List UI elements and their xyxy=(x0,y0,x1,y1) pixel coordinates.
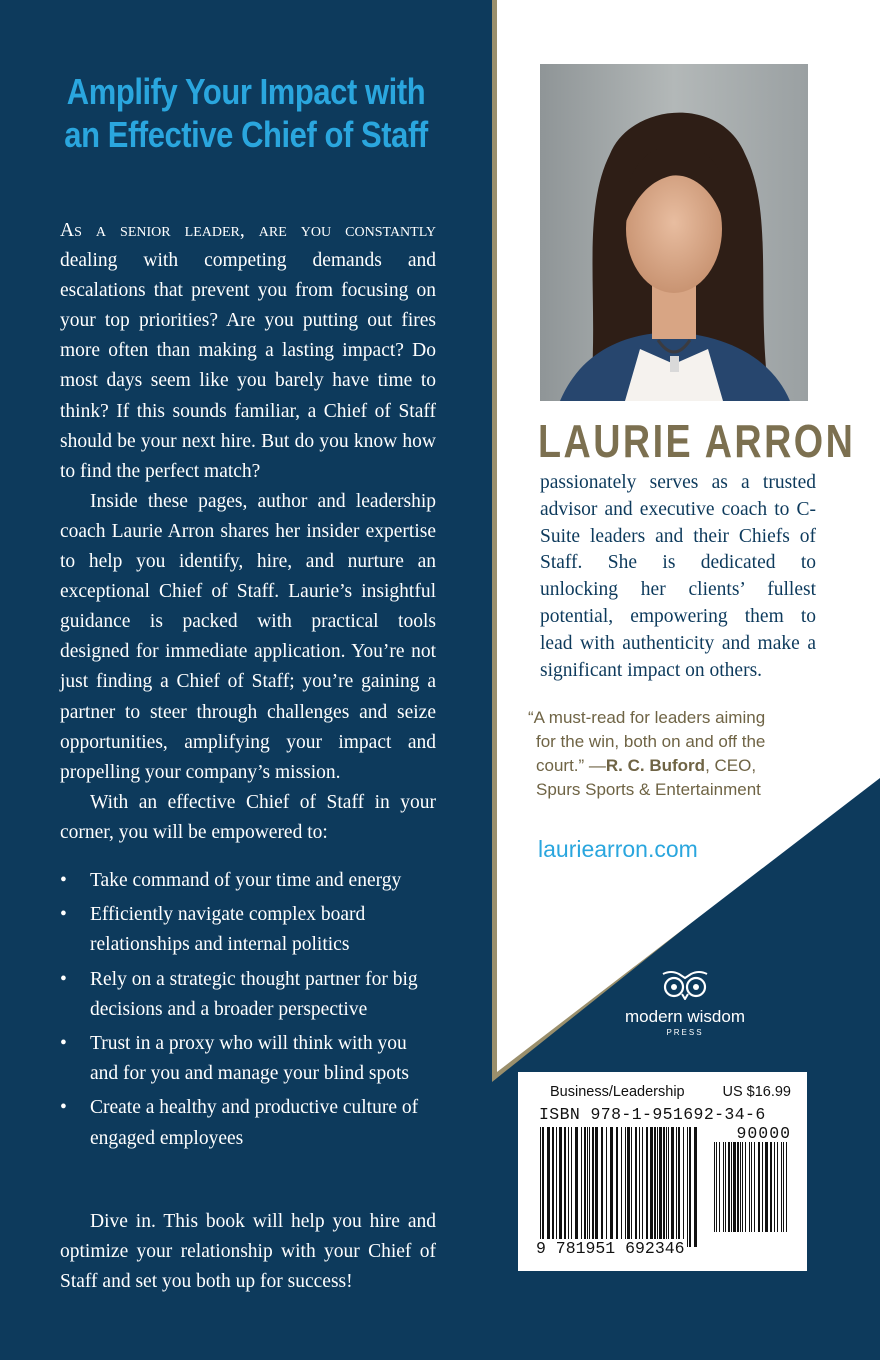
barcode-bar xyxy=(765,1142,768,1232)
barcode-bar xyxy=(650,1127,653,1247)
barcode-bar xyxy=(689,1127,691,1247)
barcode-bar xyxy=(552,1127,554,1247)
barcode-bar xyxy=(639,1127,640,1247)
barcode-bar xyxy=(714,1142,715,1232)
barcode-bar xyxy=(733,1142,736,1232)
barcode-bar xyxy=(587,1127,588,1247)
heading-line-2: an Effective Chief of Staff xyxy=(64,114,428,155)
barcode-bar xyxy=(716,1142,717,1232)
list-item-text: Trust in a proxy who will think with you and for you and manage your blind spots xyxy=(90,1033,409,1085)
quote-line-3-pre: court.” — xyxy=(536,756,606,775)
barcode-price: US $16.99 xyxy=(722,1084,791,1100)
list-item-text: Create a healthy and productive culture of engaged employees xyxy=(90,1097,419,1149)
barcode-bar xyxy=(616,1127,618,1247)
barcode-bar xyxy=(610,1127,613,1247)
barcode-bar xyxy=(678,1127,680,1247)
barcode-panel xyxy=(518,1072,807,1271)
barcode-bar xyxy=(719,1142,720,1232)
barcode-bar xyxy=(581,1127,582,1247)
barcode-isbn: ISBN 978-1-951692-34-6 xyxy=(539,1105,766,1124)
barcode-bar xyxy=(663,1127,665,1247)
heading-line-1: Amplify Your Impact with xyxy=(66,71,426,112)
bullet-icon: • xyxy=(60,904,67,926)
list-item-text: Efficiently navigate complex board relationships and internal politics xyxy=(90,904,366,956)
barcode-bar xyxy=(559,1127,562,1247)
quote-line-4: Spurs Sports & Entertainment xyxy=(536,780,761,799)
barcode-bar xyxy=(621,1127,622,1247)
barcode-bar xyxy=(751,1142,752,1232)
barcode-bar xyxy=(606,1127,607,1247)
barcode-bar xyxy=(657,1127,658,1247)
barcode-bar xyxy=(774,1142,775,1232)
barcode-bar xyxy=(568,1127,569,1247)
barcode-bar xyxy=(762,1142,763,1232)
barcode-bar xyxy=(584,1127,586,1247)
barcode-bar xyxy=(671,1127,674,1247)
paragraph-3: With an effective Chief of Staff in your corner, you will be empowered to: xyxy=(60,791,436,843)
author-photo xyxy=(540,64,808,401)
barcode-bar xyxy=(631,1127,632,1247)
author-bio: passionately serves as a trusted advisor and executive coach to C-Suite leaders and their Chiefs of Staff. She is dedicated to unlocking her clients’ fullest potential, empowering them to lead with authenticity and make a significant impact on others. xyxy=(540,472,816,681)
paragraph-2: Inside these pages, author and leadership coach Laurie Arron shares her insider expertise to help you identify, hire, and nurture an exceptional Chief of Staff. Laurie’s insightful guidance is packed with practical tools designed for immediate application. You’re not just finding a Chief of Staff; you’re gaining a partner to steer through challenges and seize opportunities, amplifying your impact and propelling your company’s mission. xyxy=(60,490,436,783)
list-item xyxy=(60,866,436,896)
endorser-name: R. C. Buford xyxy=(605,756,706,775)
quote-line-3-post: , CEO, xyxy=(705,756,757,775)
barcode-addon: 90000 xyxy=(736,1124,791,1143)
closing-paragraph: Dive in. This book will help you hire and optimize your relationship with your Chief of Staff and set you both up for success! xyxy=(60,1211,436,1293)
barcode-bar xyxy=(786,1142,787,1232)
barcode-bar xyxy=(687,1127,688,1247)
publisher-name: modern wisdom xyxy=(625,1007,745,1026)
intro-paragraph xyxy=(60,216,436,487)
bullet-icon: • xyxy=(60,968,67,990)
website-link[interactable]: lauriearron.com xyxy=(538,836,698,862)
intro-lead: As a senior leader, are you constantly xyxy=(60,220,436,241)
bullet-icon: • xyxy=(60,1097,67,1119)
barcode-bar xyxy=(754,1142,755,1232)
barcode-bar xyxy=(728,1142,730,1232)
barcode-bar xyxy=(625,1127,626,1247)
barcode-bar xyxy=(654,1127,656,1247)
barcode-bar xyxy=(694,1127,697,1247)
barcode-category: Business/Leadership xyxy=(550,1084,685,1100)
barcode-bar xyxy=(737,1142,739,1232)
barcode-bar xyxy=(646,1127,648,1247)
barcode-bar xyxy=(601,1127,603,1247)
list-item xyxy=(60,1093,436,1153)
barcode-bar xyxy=(659,1127,662,1247)
barcode-bar xyxy=(668,1127,669,1247)
barcode-bar xyxy=(595,1127,598,1247)
barcode-bar xyxy=(592,1127,594,1247)
publisher-logo xyxy=(600,970,770,1037)
quote-line-1: “A must-read for leaders aiming xyxy=(528,708,766,727)
list-item-text: Rely on a strategic thought partner for big decisions and a broader perspective xyxy=(90,968,418,1020)
barcode-bar xyxy=(547,1127,550,1247)
barcode-bar xyxy=(540,1127,541,1247)
barcode-bar xyxy=(666,1127,667,1247)
barcode-bar xyxy=(627,1127,630,1247)
quote-line-3 xyxy=(528,754,808,778)
barcode-bar xyxy=(725,1142,726,1232)
barcode-bar xyxy=(740,1142,741,1232)
author-name: LAURIE ARRON xyxy=(538,415,856,467)
barcode-bar xyxy=(758,1142,760,1232)
barcode-bar xyxy=(556,1127,557,1247)
barcode-bar xyxy=(777,1142,778,1232)
publisher-sub: PRESS xyxy=(666,1028,704,1037)
barcode-bar xyxy=(571,1127,572,1247)
intro-rest: dealing with competing demands and escalations that prevent you from focusing on your top priorities? Are you putting out fires more often than making a lasting impact? Do most days seem like you barely have time to think? If this sounds familiar, a Chief of Staff should be your next hire. But do you know how to find the perfect match? xyxy=(60,250,436,482)
barcode-bar xyxy=(742,1142,743,1232)
barcode-bar xyxy=(683,1127,684,1247)
barcode-bar xyxy=(770,1142,772,1232)
barcode-bar xyxy=(783,1142,784,1232)
benefit-list xyxy=(60,866,436,1158)
list-item-text: Take command of your time and energy xyxy=(90,870,402,891)
barcode-bar xyxy=(642,1127,643,1247)
bullet-icon: • xyxy=(60,870,67,891)
owl-icon xyxy=(657,970,713,1000)
barcode-bar xyxy=(749,1142,750,1232)
cover-heading xyxy=(60,70,432,156)
barcode-bar xyxy=(575,1127,578,1247)
barcode-bar xyxy=(635,1127,637,1247)
list-item xyxy=(60,1029,436,1089)
barcode-digits: 9 781951 692346 xyxy=(536,1239,685,1258)
barcode-bar xyxy=(564,1127,566,1247)
bullet-icon: • xyxy=(60,1033,67,1055)
description xyxy=(60,216,436,848)
quote-line-2: for the win, both on and off the xyxy=(536,732,766,751)
list-item xyxy=(60,900,436,960)
barcode-bar xyxy=(589,1127,590,1247)
barcode-bar xyxy=(781,1142,782,1232)
list-item xyxy=(60,965,436,1025)
barcode-bar xyxy=(745,1142,746,1232)
endorsement-quote xyxy=(528,706,808,802)
barcode-bar xyxy=(676,1127,677,1247)
barcode-bar xyxy=(731,1142,732,1232)
barcode-bar xyxy=(723,1142,724,1232)
barcode-bar xyxy=(542,1127,544,1247)
